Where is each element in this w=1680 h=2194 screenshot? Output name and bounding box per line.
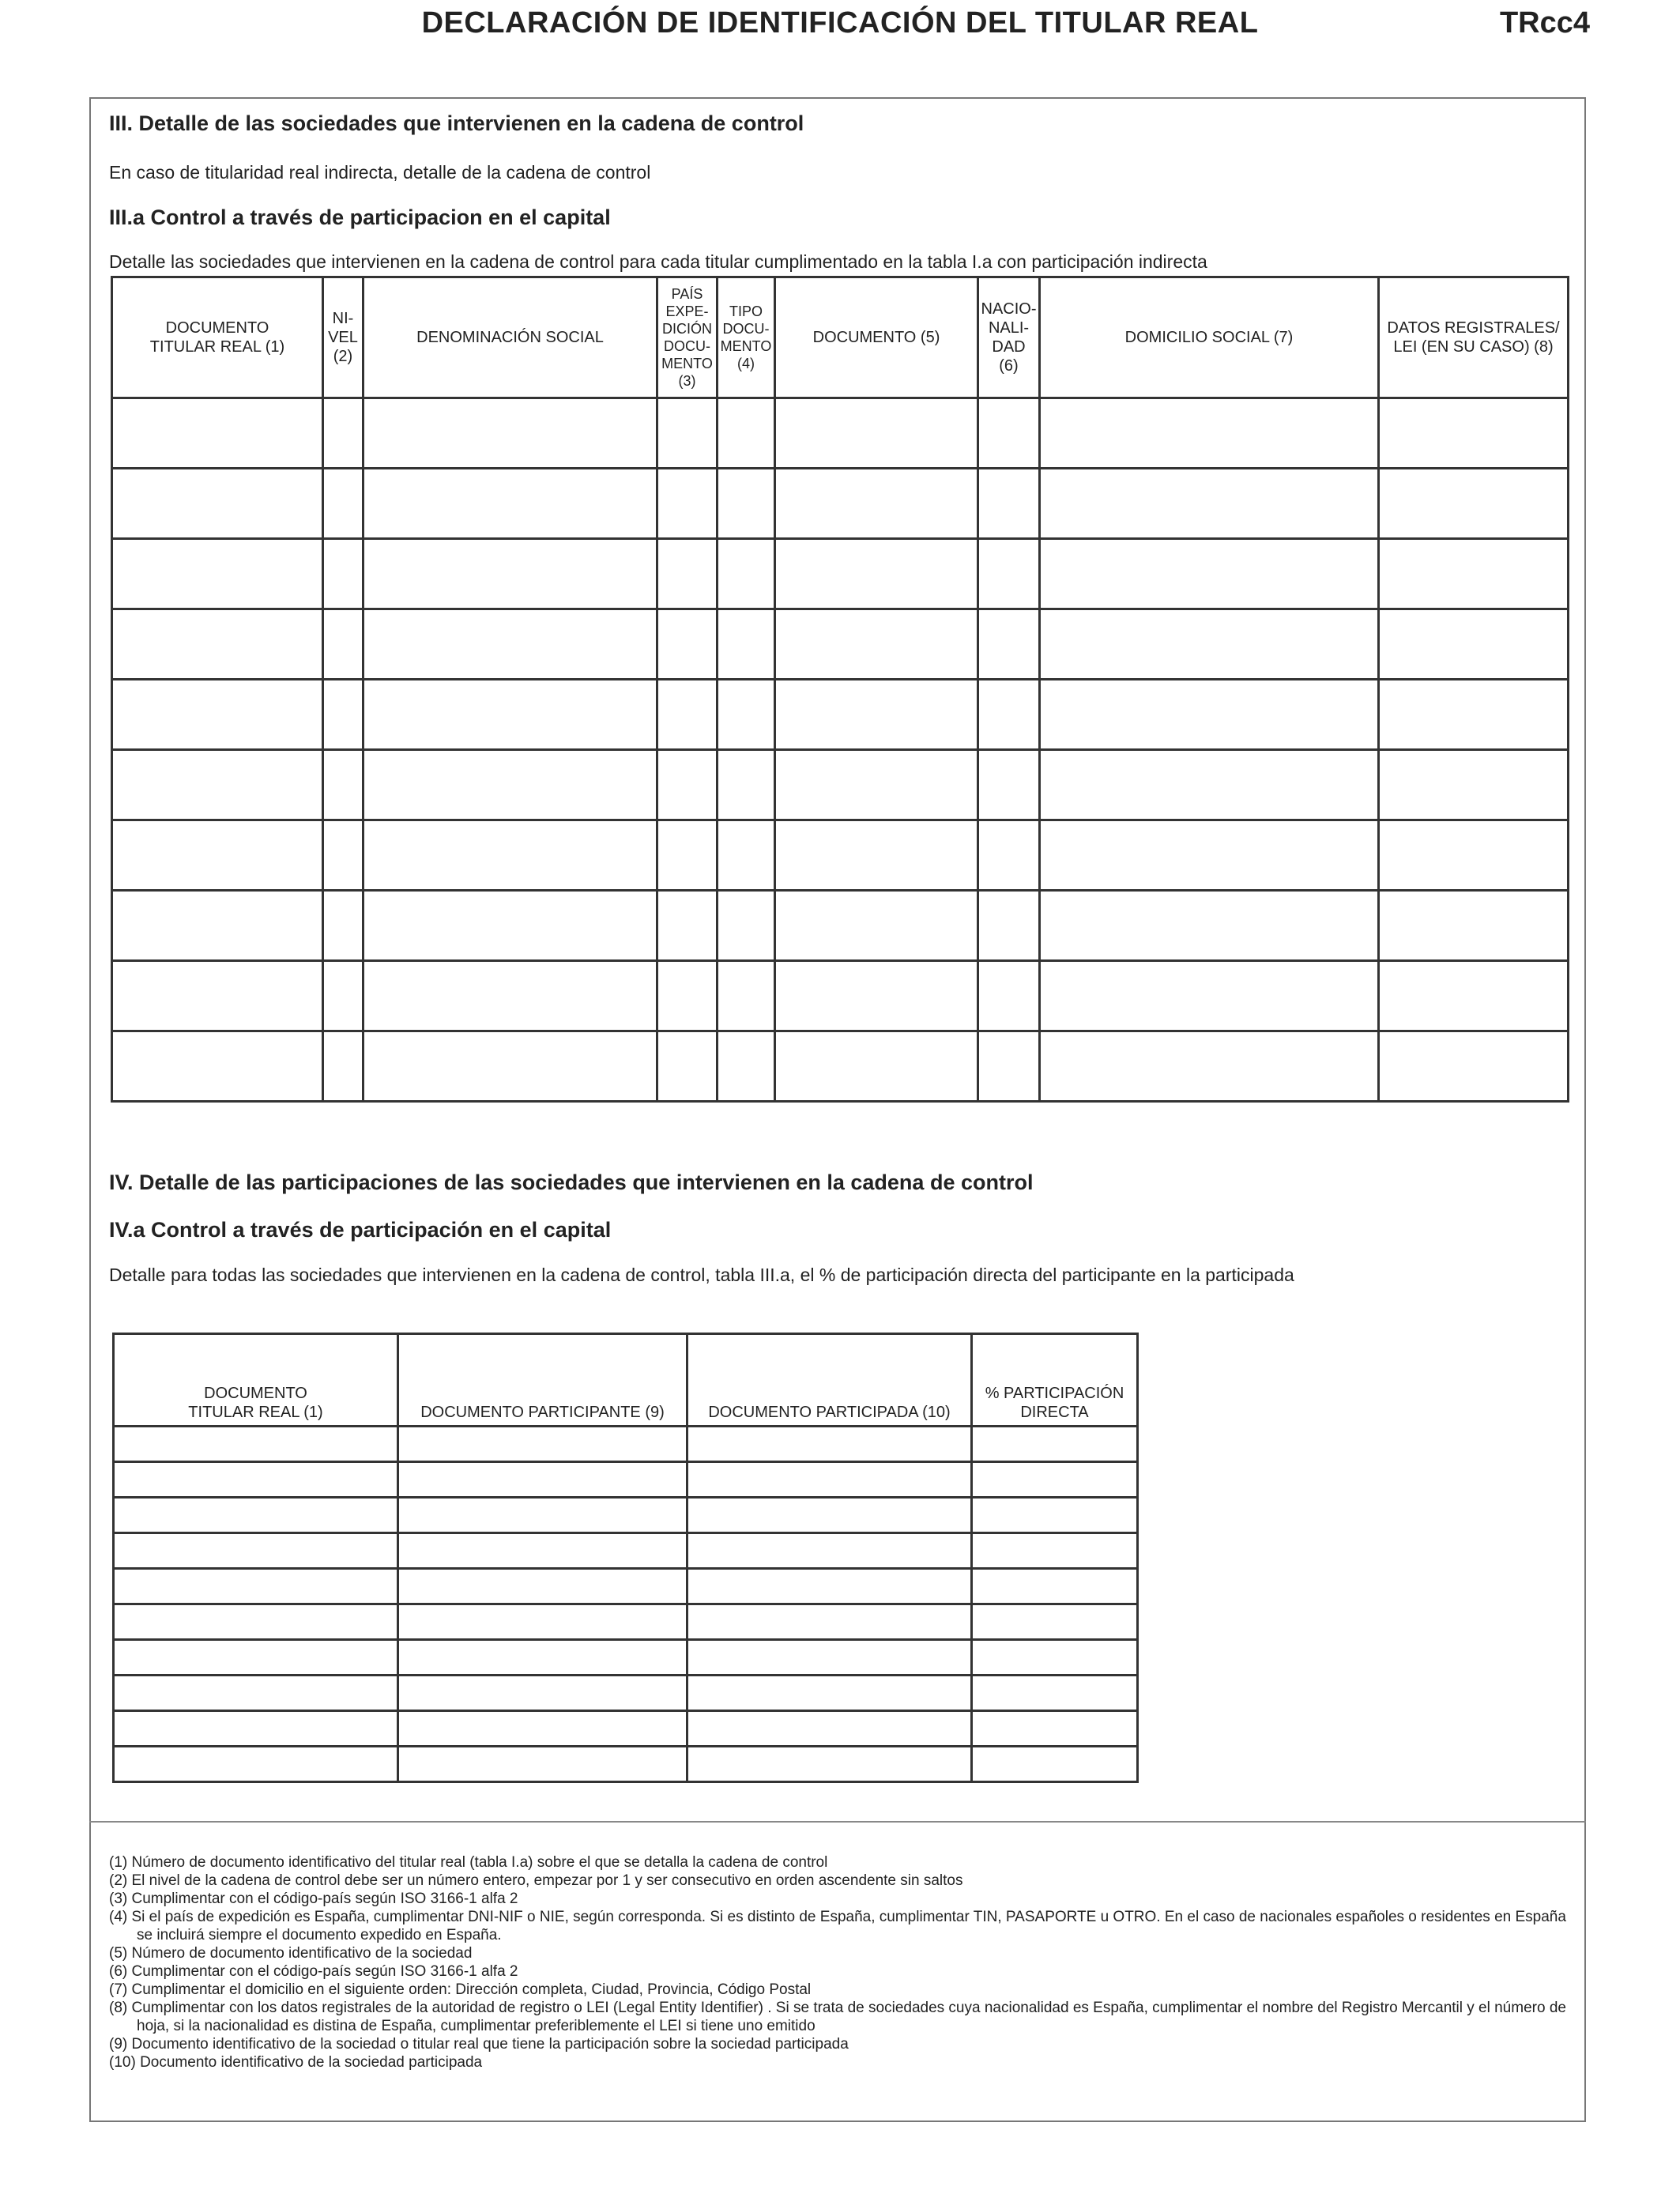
col-header-documento-titular: DOCUMENTO TITULAR REAL (1) <box>114 1334 398 1427</box>
footnote: (4) Si el país de expedición es España, cumplimentar DNI-NIF o NIE, según corresponda. Si es distinto de España, cumplimentar TIN, PASAPORTE u OTRO. En el caso de nacionales españoles o residentes en España se incluirá siempre el documento expedido en España. <box>109 1909 1566 1943</box>
table-row <box>114 1604 1138 1640</box>
chain-company-cell[interactable] <box>775 891 978 961</box>
chain-company-cell[interactable] <box>657 539 718 609</box>
chain-company-cell[interactable] <box>775 750 978 820</box>
chain-company-cell[interactable] <box>657 398 718 469</box>
chain-company-cell[interactable] <box>718 820 775 891</box>
chain-company-cell[interactable] <box>1379 1031 1569 1102</box>
participation-cell[interactable] <box>398 1747 687 1782</box>
col-header-datos-registrales: DATOS REGISTRALES/ LEI (EN SU CASO) (8) <box>1379 277 1569 398</box>
chain-company-cell[interactable] <box>718 680 775 750</box>
table-header-row <box>114 1334 1138 1427</box>
chain-company-cell[interactable] <box>775 539 978 609</box>
table-row <box>112 820 1569 891</box>
participation-cell[interactable] <box>114 1569 398 1604</box>
table-row <box>112 469 1569 539</box>
chain-company-cell[interactable] <box>323 891 363 961</box>
chain-company-cell[interactable] <box>718 539 775 609</box>
chain-company-cell[interactable] <box>112 820 323 891</box>
participations-table <box>112 1333 1139 1783</box>
chain-company-cell[interactable] <box>1379 820 1569 891</box>
chain-company-cell[interactable] <box>718 469 775 539</box>
chain-company-cell[interactable] <box>978 891 1040 961</box>
footnote: (8) Cumplimentar con los datos registrales de la autoridad de registro o LEI (Legal Entity Identifier) . Si se trata de sociedades cuya nacionalidad es España, cumplimentar el nombre del Registro Mercantil y el número de hoja, si la nacionalidad es distina de España, cumplimentar preferiblemente el LEI si tiene uno emitido <box>109 2000 1566 2034</box>
participation-cell[interactable] <box>687 1427 972 1462</box>
participation-cell[interactable] <box>687 1676 972 1711</box>
chain-company-cell[interactable] <box>323 820 363 891</box>
participation-cell[interactable] <box>972 1498 1138 1533</box>
chain-company-cell[interactable] <box>363 961 657 1031</box>
chain-company-cell[interactable] <box>112 469 323 539</box>
footnotes <box>109 1853 1571 2071</box>
chain-company-cell[interactable] <box>323 750 363 820</box>
chain-company-cell[interactable] <box>323 469 363 539</box>
chain-company-cell[interactable] <box>363 891 657 961</box>
chain-company-cell[interactable] <box>112 891 323 961</box>
chain-company-cell[interactable] <box>978 820 1040 891</box>
chain-company-cell[interactable] <box>718 961 775 1031</box>
table-row <box>112 539 1569 609</box>
chain-company-cell[interactable] <box>978 961 1040 1031</box>
participation-cell[interactable] <box>114 1498 398 1533</box>
table-row <box>114 1711 1138 1747</box>
chain-company-cell[interactable] <box>978 1031 1040 1102</box>
participation-cell[interactable] <box>114 1676 398 1711</box>
chain-company-cell[interactable] <box>323 680 363 750</box>
chain-company-cell[interactable] <box>323 539 363 609</box>
participation-cell[interactable] <box>972 1427 1138 1462</box>
chain-company-cell[interactable] <box>1040 750 1379 820</box>
chain-company-cell[interactable] <box>323 609 363 680</box>
chain-company-cell[interactable] <box>1379 750 1569 820</box>
chain-company-cell[interactable] <box>718 1031 775 1102</box>
chain-company-cell[interactable] <box>1379 680 1569 750</box>
chain-company-cell[interactable] <box>978 680 1040 750</box>
chain-company-cell[interactable] <box>1040 539 1379 609</box>
chain-company-cell[interactable] <box>1040 469 1379 539</box>
participation-cell[interactable] <box>687 1569 972 1604</box>
participation-cell[interactable] <box>398 1498 687 1533</box>
participation-cell[interactable] <box>398 1711 687 1747</box>
section3a-heading: III.a Control a través de participacion en el capital <box>109 205 611 229</box>
section3-intro: En caso de titularidad real indirecta, detalle de la cadena de control <box>109 162 651 183</box>
participation-cell[interactable] <box>972 1676 1138 1711</box>
chain-companies-rows <box>112 398 1569 1102</box>
participation-cell[interactable] <box>972 1569 1138 1604</box>
chain-company-cell[interactable] <box>978 750 1040 820</box>
chain-company-cell[interactable] <box>112 609 323 680</box>
participation-cell[interactable] <box>114 1533 398 1569</box>
col-header-porcentaje-participacion: % PARTICIPACIÓN DIRECTA <box>972 1334 1138 1427</box>
chain-company-cell[interactable] <box>775 398 978 469</box>
participation-cell[interactable] <box>114 1462 398 1498</box>
notes-divider <box>89 1821 1586 1823</box>
col-header-denominacion: DENOMINACIÓN SOCIAL <box>363 277 657 398</box>
chain-company-cell[interactable] <box>775 609 978 680</box>
chain-company-cell[interactable] <box>112 539 323 609</box>
participation-cell[interactable] <box>398 1462 687 1498</box>
participation-cell[interactable] <box>398 1640 687 1676</box>
participation-cell[interactable] <box>398 1569 687 1604</box>
chain-company-cell[interactable] <box>363 1031 657 1102</box>
table-header-row <box>112 277 1569 398</box>
table-row <box>114 1462 1138 1498</box>
footnote: (3) Cumplimentar con el código-país según ISO 3166-1 alfa 2 <box>109 1891 518 1907</box>
chain-company-cell[interactable] <box>323 961 363 1031</box>
participation-cell[interactable] <box>687 1640 972 1676</box>
footnote: (1) Número de documento identificativo del titular real (tabla I.a) sobre el que se detalla la cadena de control <box>109 1854 828 1871</box>
chain-company-cell[interactable] <box>775 961 978 1031</box>
chain-company-cell[interactable] <box>112 961 323 1031</box>
col-header-tipo-documento: TIPO DOCU- MENTO (4) <box>718 277 775 398</box>
chain-company-cell[interactable] <box>112 750 323 820</box>
chain-company-cell[interactable] <box>657 469 718 539</box>
participation-cell[interactable] <box>972 1604 1138 1640</box>
chain-company-cell[interactable] <box>657 961 718 1031</box>
chain-company-cell[interactable] <box>657 820 718 891</box>
col-header-documento: DOCUMENTO (5) <box>775 277 978 398</box>
chain-company-cell[interactable] <box>718 891 775 961</box>
chain-company-cell[interactable] <box>323 398 363 469</box>
chain-company-cell[interactable] <box>978 469 1040 539</box>
chain-company-cell[interactable] <box>363 609 657 680</box>
col-header-domicilio: DOMICILIO SOCIAL (7) <box>1040 277 1379 398</box>
footnote: (5) Número de documento identificativo de la sociedad <box>109 1945 473 1962</box>
chain-company-cell[interactable] <box>657 891 718 961</box>
participation-cell[interactable] <box>687 1604 972 1640</box>
table-row <box>112 680 1569 750</box>
chain-company-cell[interactable] <box>1379 891 1569 961</box>
chain-company-cell[interactable] <box>978 609 1040 680</box>
chain-company-cell[interactable] <box>775 469 978 539</box>
participation-cell[interactable] <box>687 1747 972 1782</box>
participation-cell[interactable] <box>114 1640 398 1676</box>
participation-cell[interactable] <box>972 1747 1138 1782</box>
participation-cell[interactable] <box>972 1640 1138 1676</box>
participation-cell[interactable] <box>398 1604 687 1640</box>
footnote: (6) Cumplimentar con el código-país según ISO 3166-1 alfa 2 <box>109 1963 518 1980</box>
participations-rows <box>114 1427 1138 1782</box>
table-row <box>112 609 1569 680</box>
chain-company-cell[interactable] <box>112 1031 323 1102</box>
table-row <box>112 1031 1569 1102</box>
participation-cell[interactable] <box>398 1427 687 1462</box>
table-row <box>112 961 1569 1031</box>
col-header-nivel: NI- VEL (2) <box>323 277 363 398</box>
chain-company-cell[interactable] <box>775 1031 978 1102</box>
participation-cell[interactable] <box>114 1747 398 1782</box>
table-row <box>112 891 1569 961</box>
participation-cell[interactable] <box>972 1462 1138 1498</box>
chain-company-cell[interactable] <box>363 820 657 891</box>
chain-company-cell[interactable] <box>1040 680 1379 750</box>
section3-heading: III. Detalle de las sociedades que intervienen en la cadena de control <box>109 111 804 135</box>
footnote: (2) El nivel de la cadena de control debe ser un número entero, empezar por 1 y ser consecutivo en orden ascendente sin saltos <box>109 1872 963 1889</box>
chain-company-cell[interactable] <box>718 398 775 469</box>
chain-company-cell[interactable] <box>1040 820 1379 891</box>
table-row <box>114 1498 1138 1533</box>
table-row <box>114 1569 1138 1604</box>
table-row <box>112 750 1569 820</box>
chain-company-cell[interactable] <box>1379 398 1569 469</box>
table-row <box>114 1427 1138 1462</box>
chain-company-cell[interactable] <box>657 609 718 680</box>
chain-company-cell[interactable] <box>978 398 1040 469</box>
chain-company-cell[interactable] <box>112 680 323 750</box>
participation-cell[interactable] <box>687 1498 972 1533</box>
chain-company-cell[interactable] <box>775 820 978 891</box>
participation-cell[interactable] <box>687 1711 972 1747</box>
chain-company-cell[interactable] <box>718 609 775 680</box>
participation-cell[interactable] <box>398 1533 687 1569</box>
section4a-heading: IV.a Control a través de participación en el capital <box>109 1218 612 1242</box>
participation-cell[interactable] <box>398 1676 687 1711</box>
participation-cell[interactable] <box>972 1711 1138 1747</box>
chain-company-cell[interactable] <box>657 750 718 820</box>
table-row <box>112 398 1569 469</box>
table-row <box>114 1747 1138 1782</box>
footnote: (9) Documento identificativo de la sociedad o titular real que tiene la participación sobre la sociedad participada <box>109 2036 849 2053</box>
table-row <box>114 1640 1138 1676</box>
chain-company-cell[interactable] <box>363 680 657 750</box>
chain-company-cell[interactable] <box>363 750 657 820</box>
chain-company-cell[interactable] <box>323 1031 363 1102</box>
participation-cell[interactable] <box>114 1711 398 1747</box>
section4-heading: IV. Detalle de las participaciones de las sociedades que intervienen en la cadena de control <box>109 1171 1034 1194</box>
col-header-pais-expedicion: PAÍS EXPE- DICIÓN DOCU- MENTO (3) <box>657 277 718 398</box>
chain-company-cell[interactable] <box>1379 961 1569 1031</box>
section3a-table-caption: Detalle las sociedades que intervienen en la cadena de control para cada titular cumplimentado en la tabla I.a con participación indirecta <box>109 251 1207 272</box>
section4-intro: Detalle para todas las sociedades que intervienen en la cadena de control, tabla III.a, el % de participación directa del participante en la participada <box>109 1265 1294 1285</box>
footnote: (10) Documento identificativo de la sociedad participada <box>109 2054 483 2071</box>
col-header-nacionalidad: NACIO- NALI- DAD (6) <box>978 277 1040 398</box>
chain-company-cell[interactable] <box>363 469 657 539</box>
participation-cell[interactable] <box>972 1533 1138 1569</box>
chain-company-cell[interactable] <box>363 398 657 469</box>
chain-company-cell[interactable] <box>1379 609 1569 680</box>
chain-company-cell[interactable] <box>1040 961 1379 1031</box>
col-header-documento-participante: DOCUMENTO PARTICIPANTE (9) <box>398 1334 687 1427</box>
chain-company-cell[interactable] <box>112 398 323 469</box>
chain-company-cell[interactable] <box>1379 469 1569 539</box>
col-header-documento-titular: DOCUMENTO TITULAR REAL (1) <box>112 277 323 398</box>
chain-company-cell[interactable] <box>1040 1031 1379 1102</box>
chain-company-cell[interactable] <box>775 680 978 750</box>
page-title: DECLARACIÓN DE IDENTIFICACIÓN DEL TITULAR REAL <box>421 6 1259 40</box>
table-row <box>114 1676 1138 1711</box>
chain-company-cell[interactable] <box>1040 398 1379 469</box>
table-row <box>114 1533 1138 1569</box>
chain-company-cell[interactable] <box>657 680 718 750</box>
participation-cell[interactable] <box>687 1533 972 1569</box>
chain-company-cell[interactable] <box>1379 539 1569 609</box>
chain-company-cell[interactable] <box>657 1031 718 1102</box>
chain-company-cell[interactable] <box>1040 609 1379 680</box>
form-code: TRcc4 <box>1499 6 1590 40</box>
chain-companies-table <box>111 276 1569 1103</box>
chain-company-cell[interactable] <box>718 750 775 820</box>
participation-cell[interactable] <box>114 1604 398 1640</box>
col-header-documento-participada: DOCUMENTO PARTICIPADA (10) <box>687 1334 972 1427</box>
chain-company-cell[interactable] <box>363 539 657 609</box>
participation-cell[interactable] <box>687 1462 972 1498</box>
chain-company-cell[interactable] <box>978 539 1040 609</box>
chain-company-cell[interactable] <box>1040 891 1379 961</box>
footnote: (7) Cumplimentar el domicilio en el siguiente orden: Dirección completa, Ciudad, Provincia, Código Postal <box>109 1981 812 1998</box>
participation-cell[interactable] <box>114 1427 398 1462</box>
